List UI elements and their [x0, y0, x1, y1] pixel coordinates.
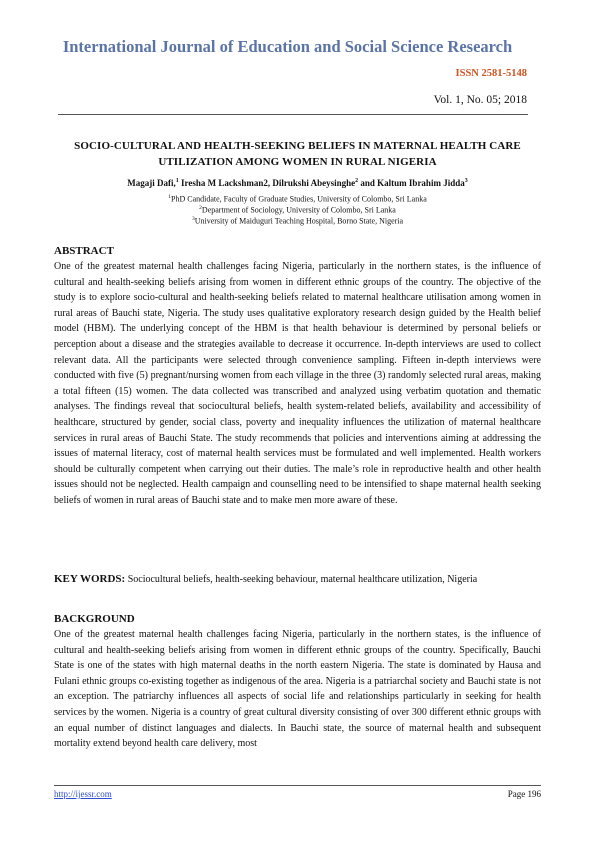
keywords-text: Sociocultural beliefs, health-seeking behaviour, maternal healthcare utilization, Nigeria: [125, 574, 478, 585]
affiliation: [40, 194, 555, 204]
author-sup: 3: [464, 178, 468, 184]
affiliation-text: PhD Candidate, Faculty of Graduate Studies, University of Colombo, Sri Lanka: [171, 194, 427, 204]
affiliation: [40, 205, 555, 215]
background-heading: BACKGROUND: [54, 613, 135, 625]
background-text: One of the greatest maternal health challenges facing Nigeria, particularly in the northern states, is the influence of cultural and health-seeking beliefs arising from women in different ethnic groups of the country. Specifically, Bauchi State is one of the states with high maternal deaths in the north eastern Nigeria. The state is dominated by Hausa and Fulani ethnic groups co-existing together as indigenous of the area. Nigeria is a patriarchal society and Bauchi state is not an exception. The patriarchy influences all aspects of social life and relationships particularly in seeking for health services by the women. Nigeria is a country of great cultural diversity consisting of over 300 different ethnic groups with an equal number of distinct languages and dialects. In Bauchi state, the source of maternal health and subsequent mortality extend beyond health care delivery, most: [54, 629, 541, 750]
author-name: and Kaltum Ibrahim Jidda: [358, 178, 465, 188]
author-sup: 2: [355, 178, 359, 184]
volume-info: Vol. 1, No. 05; 2018: [433, 94, 527, 106]
affiliation-text: University of Maiduguri Teaching Hospital, Borno State, Nigeria: [194, 216, 404, 226]
page-number: Page 196: [507, 789, 541, 799]
author-sup: 1: [175, 178, 179, 184]
header-divider: [58, 114, 528, 115]
footer-divider: [54, 785, 541, 786]
paper-title-line: UTILIZATION AMONG WOMEN IN RURAL NIGERIA: [158, 156, 437, 168]
affiliation-sup: 3: [191, 216, 195, 222]
paper-title-line: SOCIO-CULTURAL AND HEALTH-SEEKING BELIEFS IN MATERNAL HEALTH CARE: [74, 140, 521, 152]
affiliation-sup: 2: [199, 205, 202, 211]
journal-url-link[interactable]: http://ijessr.com: [54, 789, 112, 799]
issn: ISSN 2581-5148: [455, 68, 527, 79]
journal-title: International Journal of Education and Social Science Research: [62, 37, 513, 56]
paper-title: [40, 138, 555, 170]
keywords-label: KEY WORDS:: [54, 573, 126, 585]
affiliation-sup: 1: [168, 194, 171, 200]
abstract-heading: ABSTRACT: [54, 245, 114, 257]
author-name: Magaji Dafi,: [127, 178, 176, 188]
author-list: [40, 178, 555, 188]
abstract-text: One of the greatest maternal health challenges facing Nigeria, particularly in the northern states, is the influence of cultural and health-seeking beliefs arising from women in different ethnic groups of the country. The objective of the study is to explore socio-cultural and health-seeking beliefs related to maternal healthcare utilisation among women in rural areas of Bauchi state, Nigeria. The study uses qualitative exploratory research design guided by the Health belief model (HBM). The underlying concept of the HBM is that health behaviour is determined by personal beliefs or perception about a disease and the strategies available to decrease it occurrence. In-depth interviews are used to collect relevant data. All the participants were selected through convenience sampling. Fifteen in-depth interviews were conducted with five (5) pregnant/nursing women from each village in the three (3) randomly selected rural areas, making a total fifteen (15) women. The data collected was transcribed and analyzed using verbatim quotation and thematic analyses. The findings reveal that sociocultural beliefs, health system-related beliefs, availability and accessibility of healthcare, structured by gender, social class, poverty and inequality influences the utilization of maternal healthcare services in rural areas of Bauchi State. The study recommends that policies and interventions aiming at addressing the issues of maternal literacy, cost of maternal health services must be formulated and well implemented. Health workers should be culturally competent when carrying out their duties. The male’s role in reproductive health and other health issues should not be neglected. Health campaign and counselling need to be intensified to shape maternal health seeking beliefs of women in rural areas of Bauchi state and to make men more aware of these.: [54, 261, 541, 506]
keywords: [54, 572, 541, 588]
affiliation-text: Department of Sociology, University of Colombo, Sri Lanka: [201, 205, 396, 215]
affiliation: [40, 216, 555, 226]
author-name: Iresha M Lackshman2, Dilrukshi Abeysinghe: [178, 178, 356, 188]
